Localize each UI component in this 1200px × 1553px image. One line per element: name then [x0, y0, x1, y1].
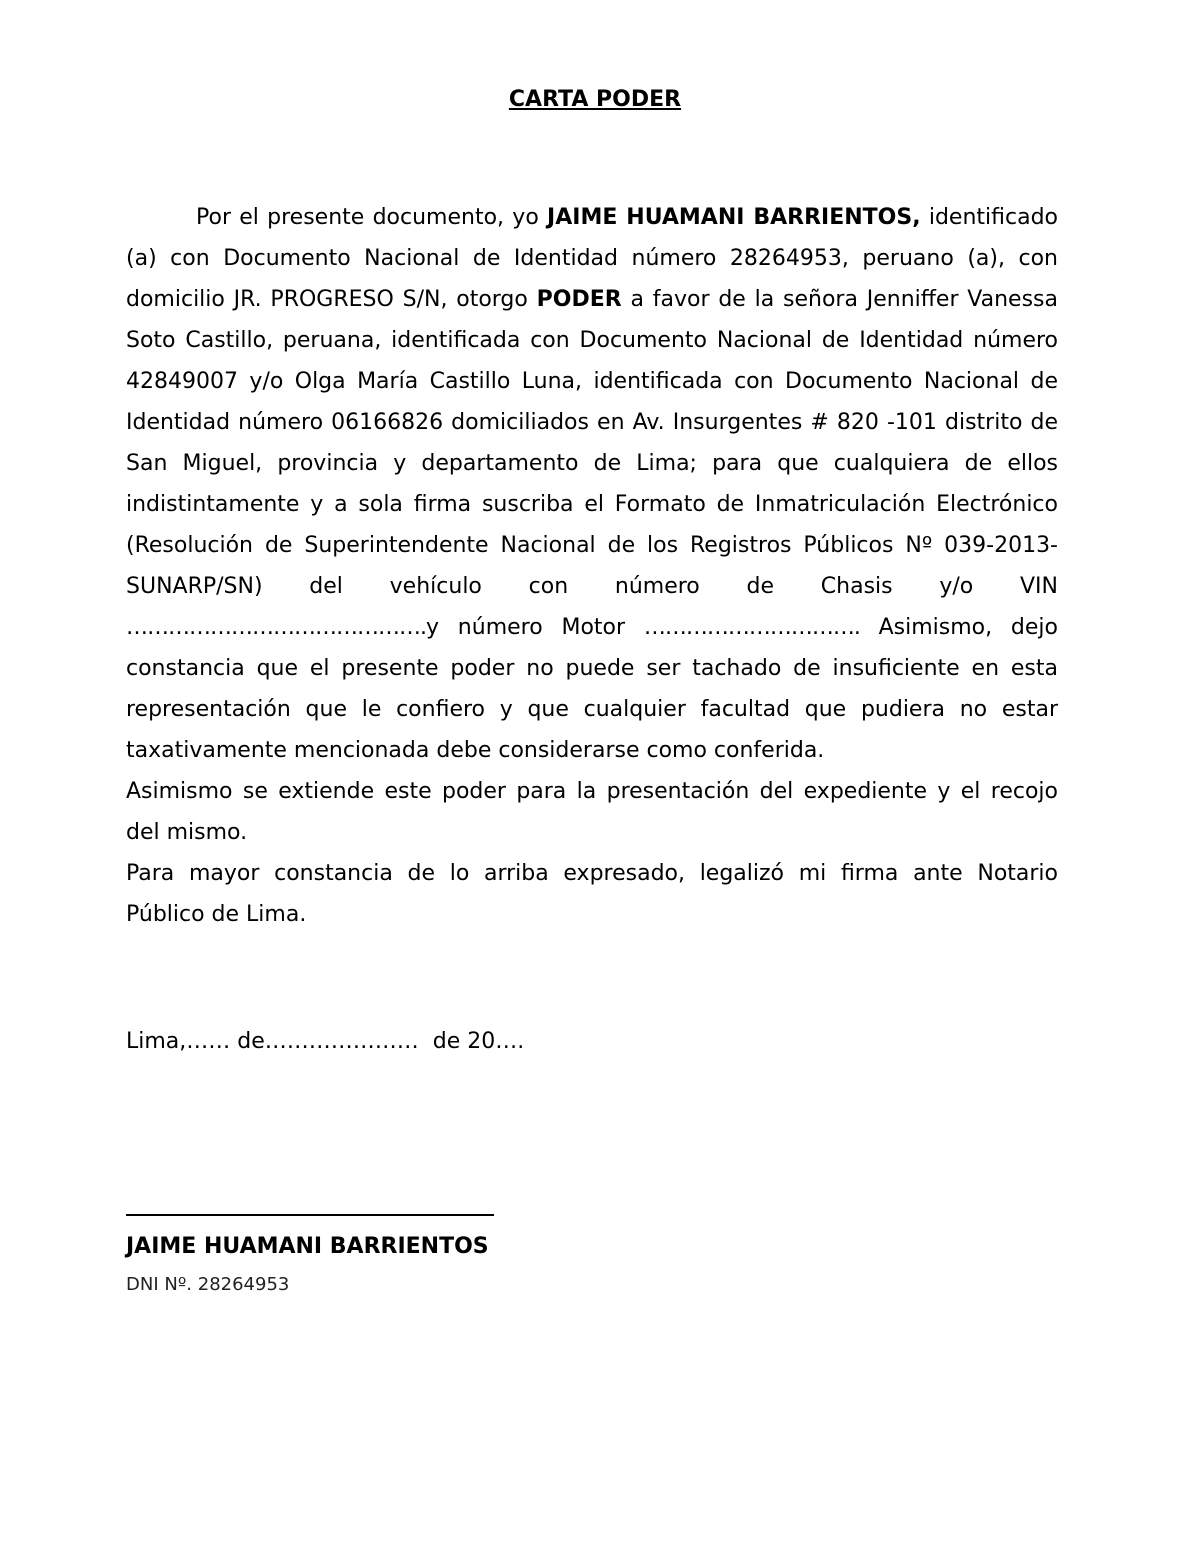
paragraph1-intro: Por el presente documento, yo — [196, 205, 548, 230]
signatory-dni: DNI Nº. 28264953 — [126, 1274, 290, 1295]
motor-blank: …………………………. — [643, 615, 860, 640]
paragraph1-part4: y número Motor — [426, 615, 644, 640]
paragraph1-part3: a favor de la señora Jenniffer Vanessa Soto Castillo, peruana, identificada con Documento Nacional de Identidad número 42849007 y/o Olga María Castillo Luna, identificada con Documento Nacional de Identidad número 06166826 domiciliados en Av. Insurgentes # 820 -101 distrito de San Miguel, provincia y departamento de Lima; para que cualquiera de ellos indistintamente y a sola firma suscriba el Formato de Inmatriculación Electrónico (Resolución de Superintendente Nacional de los Registros Públicos Nº 039-2013-SUNARP/SN) del vehículo con número de Chasis y/o VIN — [126, 287, 1058, 599]
paragraph1-part2: identificado (a) con Documento Nacional de Identidad número 28264953, peruano (a), con domicilio JR. PROGRESO S/N, otorgo — [126, 205, 1058, 312]
date-line: Lima,…… de………………… de 20…. — [126, 1029, 525, 1054]
paragraph-extension: Asimismo se extiende este poder para la presentación del expediente y el recojo del mismo. — [126, 779, 1058, 845]
signature-line — [126, 1214, 494, 1216]
poder-keyword: PODER — [536, 287, 622, 312]
paragraph-power-grant — [126, 197, 1058, 771]
paragraph-legalization: Para mayor constancia de lo arriba expresado, legalizó mi firma ante Notario Público de Lima. — [126, 861, 1058, 927]
signatory-name: JAIME HUAMANI BARRIENTOS — [126, 1234, 489, 1259]
grantor-name: JAIME HUAMANI BARRIENTOS, — [547, 205, 921, 230]
paragraph1-part5: Asimismo, dejo constancia que el presente poder no puede ser tachado de insuficiente en esta representación que le confiero y que cualquier facultad que pudiera no estar taxativamente mencionada debe considerarse como conferida. — [126, 615, 1058, 763]
vin-blank: ……………………………………. — [126, 615, 426, 640]
document-body — [126, 197, 1058, 935]
document-title: CARTA PODER — [508, 87, 682, 112]
